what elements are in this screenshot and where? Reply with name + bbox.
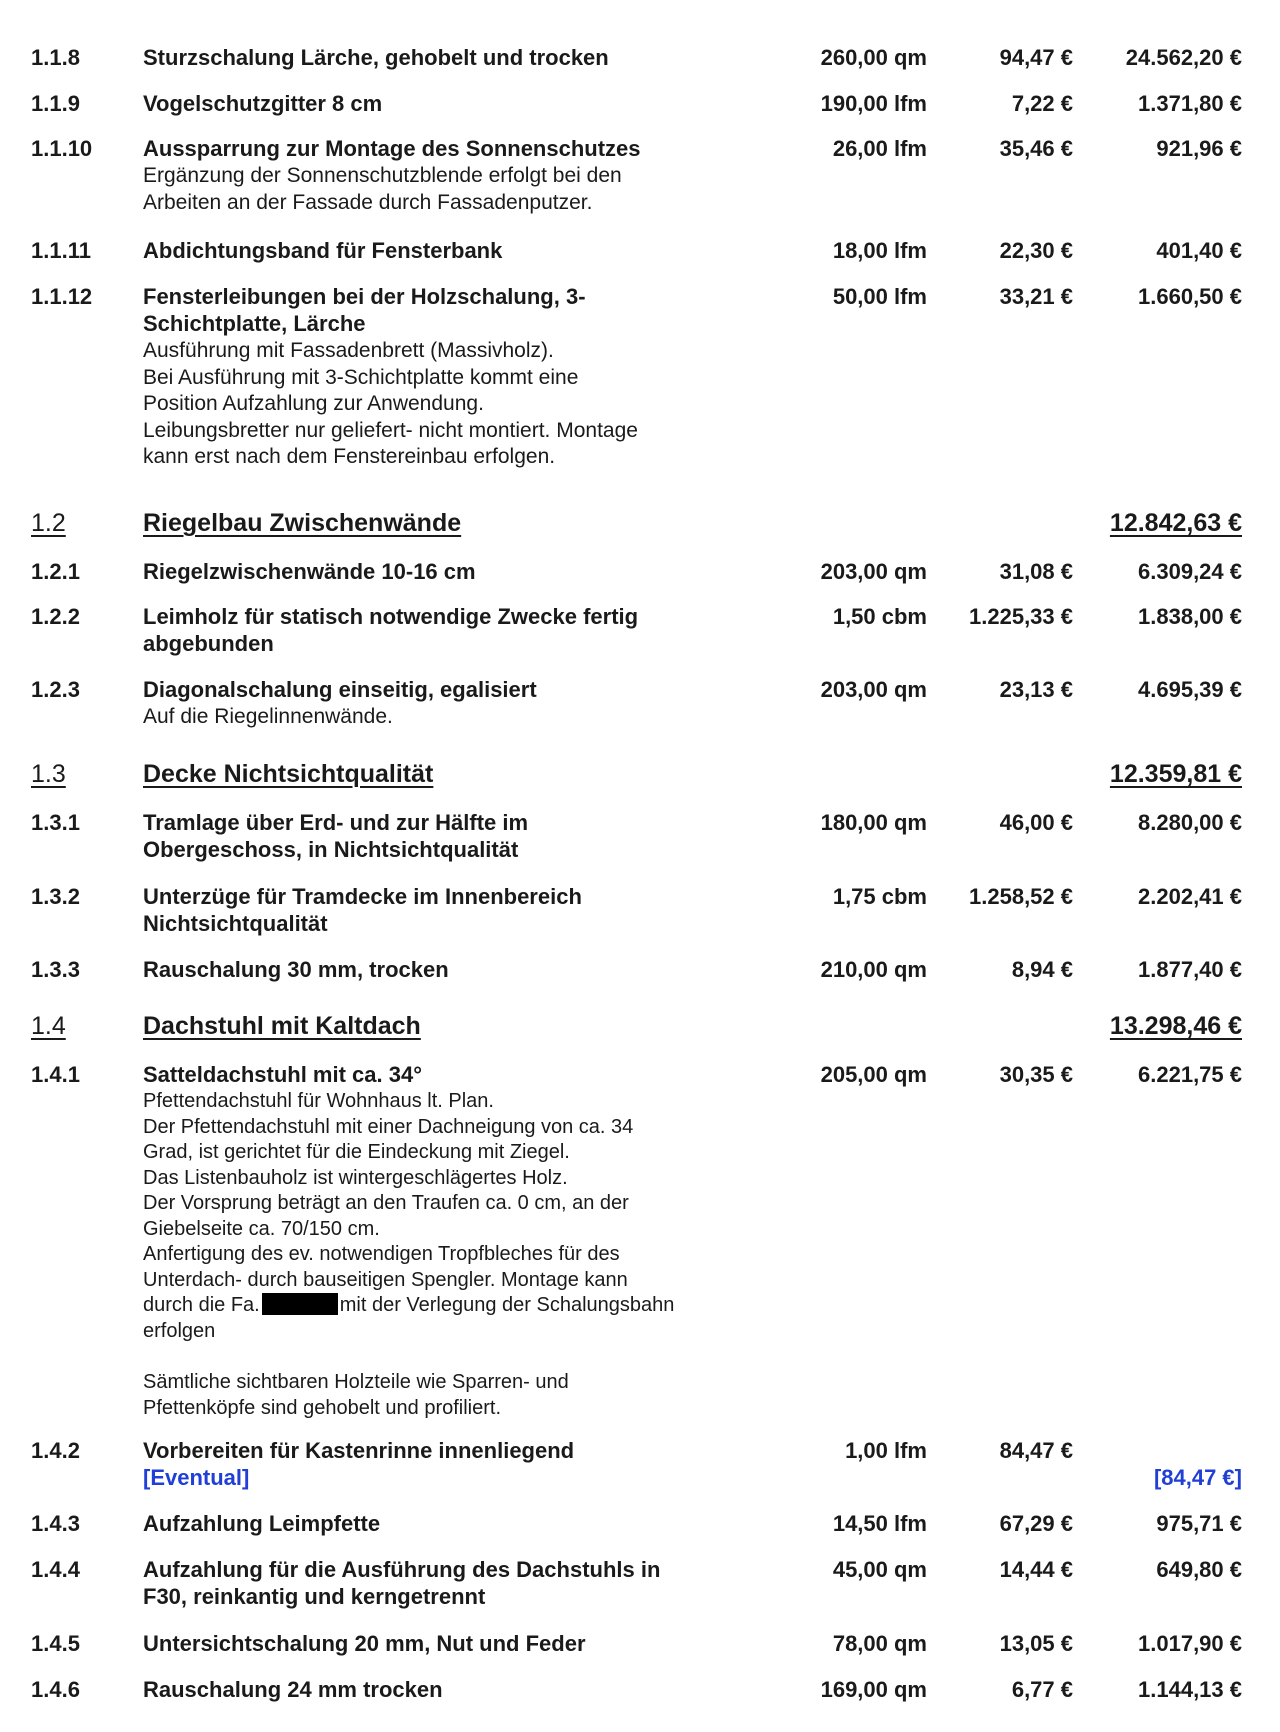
item-quantity: 1,75 cbm: [832, 884, 927, 909]
item-unit-price: 22,30 €: [999, 238, 1073, 263]
item-quantity: 1,50 cbm: [832, 604, 927, 629]
item-number: 1.2.2: [31, 604, 80, 629]
section-total: 13.298,46 €: [1109, 1012, 1242, 1040]
item-quantity: 260,00 qm: [820, 45, 927, 70]
description-line: Ausführung mit Fassadenbrett (Massivholz).: [143, 339, 554, 362]
title-line: Schichtplatte, Lärche: [143, 311, 366, 336]
description-line: Ergänzung der Sonnenschutzblende erfolgt bei den: [143, 164, 622, 187]
description-line: Sämtliche sichtbaren Holzteile wie Sparren- und: [143, 1371, 569, 1393]
item-number: 1.4.6: [31, 1677, 80, 1702]
description-line: Position Aufzahlung zur Anwendung.: [143, 392, 484, 415]
description-line: Unterdach- durch bauseitigen Spengler. Montage kann: [143, 1268, 628, 1291]
description-line-redacted: [143, 1293, 743, 1319]
item-quantity: 180,00 qm: [820, 810, 927, 835]
item-unit-price: 23,13 €: [999, 677, 1073, 702]
item-title: [143, 1437, 743, 1491]
item-number: 1.1.10: [31, 136, 93, 161]
description-line: Pfettenköpfe sind gehobelt und profiliert.: [143, 1396, 502, 1419]
item-total-price: 649,80 €: [1156, 1557, 1242, 1582]
title-line: Aufzahlung für die Ausführung des Dachstuhls in: [143, 1557, 661, 1582]
item-unit-price: 8,94 €: [1011, 957, 1073, 982]
description-line: Arbeiten an der Fassade durch Fassadenputzer.: [143, 190, 593, 214]
eventual-label: [Eventual]: [143, 1465, 250, 1490]
item-title: [143, 883, 743, 937]
item-quantity: 45,00 qm: [832, 1557, 927, 1582]
item-description: [143, 704, 743, 731]
item-unit-price: 1.225,33 €: [969, 604, 1073, 629]
item-unit-price: 13,05 €: [999, 1631, 1073, 1656]
section-number: 1.3: [31, 760, 66, 788]
item-title: Aufzahlung Leimpfette: [143, 1511, 381, 1536]
item-title: Abdichtungsband für Fensterbank: [143, 238, 503, 263]
description-line: Anfertigung des ev. notwendigen Tropfbleches für des: [143, 1243, 620, 1265]
description-line: Leibungsbretter nur geliefert- nicht montiert. Montage: [143, 418, 638, 442]
item-title: Riegelzwischenwände 10-16 cm: [143, 559, 476, 584]
description-text: mit der Verlegung der Schalungsbahn: [339, 1294, 675, 1316]
description-line: Grad, ist gerichtet für die Eindeckung mit Ziegel.: [143, 1141, 570, 1163]
item-quantity: 14,50 lfm: [832, 1511, 927, 1536]
item-title: Satteldachstuhl mit ca. 34°: [143, 1062, 422, 1087]
item-quantity: 26,00 lfm: [832, 136, 927, 161]
item-title: [143, 283, 743, 337]
item-title: [143, 603, 743, 657]
item-number: 1.4.1: [31, 1062, 80, 1087]
item-total-price: 1.144,13 €: [1138, 1677, 1242, 1702]
section-total: 12.842,63 €: [1109, 509, 1242, 537]
item-total-price: 1.017,90 €: [1138, 1631, 1242, 1656]
description-line: Pfettendachstuhl für Wohnhaus lt. Plan.: [143, 1090, 494, 1112]
item-number: 1.1.8: [31, 45, 80, 70]
item-title: [143, 1556, 743, 1610]
title-line: Fensterleibungen bei der Holzschalung, 3-: [143, 284, 586, 309]
redaction-bar: [262, 1293, 338, 1315]
item-description: [143, 163, 743, 216]
item-unit-price: 35,46 €: [999, 136, 1073, 161]
item-number: 1.2.1: [31, 559, 80, 584]
item-number: 1.2.3: [31, 677, 80, 702]
description-line: Bei Ausführung mit 3-Schichtplatte kommt eine: [143, 365, 579, 389]
item-total-price: 1.838,00 €: [1138, 604, 1242, 629]
item-unit-price: 84,47 €: [999, 1438, 1073, 1463]
title-line: Vorbereiten für Kastenrinne innenliegend: [143, 1438, 575, 1463]
item-quantity: 50,00 lfm: [832, 284, 927, 309]
item-number: 1.1.9: [31, 91, 80, 116]
title-line: Obergeschoss, in Nichtsichtqualität: [143, 837, 519, 862]
section-number: 1.2: [31, 509, 66, 537]
item-unit-price: 6,77 €: [1011, 1677, 1073, 1702]
item-quantity: 78,00 qm: [832, 1631, 927, 1656]
item-number: 1.1.12: [31, 284, 93, 309]
item-total-price: 921,96 €: [1156, 136, 1242, 161]
description-line: Auf die Riegelinnenwände.: [143, 705, 393, 728]
title-line: F30, reinkantig und kerngetrennt: [143, 1584, 486, 1609]
blank-line: [143, 1344, 743, 1370]
item-description: [143, 338, 743, 471]
item-number: 1.4.2: [31, 1438, 80, 1463]
item-total-price: 1.371,80 €: [1138, 91, 1242, 116]
item-quantity: 203,00 qm: [820, 559, 927, 584]
item-unit-price: 14,44 €: [999, 1557, 1073, 1582]
item-total-price: 975,71 €: [1156, 1511, 1242, 1536]
title-line: Tramlage über Erd- und zur Hälfte im: [143, 810, 529, 835]
description-line: Giebelseite ca. 70/150 cm.: [143, 1217, 380, 1240]
section-number: 1.4: [31, 1012, 66, 1040]
item-unit-price: 33,21 €: [999, 284, 1073, 309]
description-text: durch die Fa.: [143, 1294, 260, 1316]
item-total-price-eventual: [84,47 €]: [1153, 1465, 1242, 1490]
item-title: Untersichtschalung 20 mm, Nut und Feder: [143, 1631, 586, 1656]
item-unit-price: 94,47 €: [999, 45, 1073, 70]
title-line: Leimholz für statisch notwendige Zwecke fertig: [143, 604, 639, 629]
item-unit-price: 7,22 €: [1011, 91, 1073, 116]
item-unit-price: 67,29 €: [999, 1511, 1073, 1536]
description-line: erfolgen: [143, 1319, 216, 1342]
title-line: abgebunden: [143, 631, 274, 656]
item-quantity: 210,00 qm: [820, 957, 927, 982]
item-number: 1.1.11: [31, 238, 91, 263]
item-title: Diagonalschalung einseitig, egalisiert: [143, 677, 537, 702]
item-description: [143, 1089, 743, 1421]
item-title: Rauschalung 24 mm trocken: [143, 1677, 443, 1702]
section-title: Riegelbau Zwischenwände: [143, 509, 462, 537]
item-title: Vogelschutzgitter 8 cm: [143, 91, 383, 116]
description-line: kann erst nach dem Fenstereinbau erfolgen.: [143, 445, 556, 468]
description-line: Das Listenbauholz ist wintergeschlägertes Holz.: [143, 1166, 568, 1189]
item-number: 1.3.2: [31, 884, 80, 909]
item-total-price: 2.202,41 €: [1138, 884, 1242, 909]
description-line: Der Pfettendachstuhl mit einer Dachneigung von ca. 34: [143, 1115, 634, 1138]
item-unit-price: 1.258,52 €: [969, 884, 1073, 909]
item-quantity: 169,00 qm: [820, 1677, 927, 1702]
item-title: Rauschalung 30 mm, trocken: [143, 957, 449, 982]
item-quantity: 1,00 lfm: [845, 1438, 927, 1463]
item-unit-price: 31,08 €: [999, 559, 1073, 584]
item-number: 1.3.1: [31, 810, 80, 835]
item-total-price: 8.280,00 €: [1138, 810, 1242, 835]
item-title: [143, 809, 743, 863]
item-total-price: 1.877,40 €: [1138, 957, 1242, 982]
section-total: 12.359,81 €: [1109, 760, 1242, 788]
item-total-price: 401,40 €: [1156, 238, 1242, 263]
item-total-price: 6.309,24 €: [1138, 559, 1242, 584]
item-number: 1.3.3: [31, 957, 80, 982]
description-line: Der Vorsprung beträgt an den Traufen ca. 0 cm, an der: [143, 1192, 629, 1214]
item-number: 1.4.4: [31, 1557, 80, 1582]
item-total-price: 6.221,75 €: [1138, 1062, 1242, 1087]
item-quantity: 203,00 qm: [820, 677, 927, 702]
item-total-price: 24.562,20 €: [1125, 45, 1242, 70]
item-number: 1.4.5: [31, 1631, 80, 1656]
item-quantity: 18,00 lfm: [832, 238, 927, 263]
item-title: Sturzschalung Lärche, gehobelt und trocken: [143, 45, 609, 70]
item-quantity: 205,00 qm: [820, 1062, 927, 1087]
item-total-price: 4.695,39 €: [1138, 677, 1242, 702]
item-quantity: 190,00 lfm: [820, 91, 927, 116]
title-line: Unterzüge für Tramdecke im Innenbereich: [143, 884, 582, 909]
section-title: Decke Nichtsichtqualität: [143, 760, 434, 788]
item-unit-price: 30,35 €: [999, 1062, 1073, 1087]
item-unit-price: 46,00 €: [999, 810, 1073, 835]
item-title: Aussparrung zur Montage des Sonnenschutzes: [143, 136, 641, 161]
item-number: 1.4.3: [31, 1511, 80, 1536]
section-title: Dachstuhl mit Kaltdach: [143, 1012, 421, 1040]
title-line: Nichtsichtqualität: [143, 911, 328, 936]
item-total-price: 1.660,50 €: [1138, 284, 1242, 309]
